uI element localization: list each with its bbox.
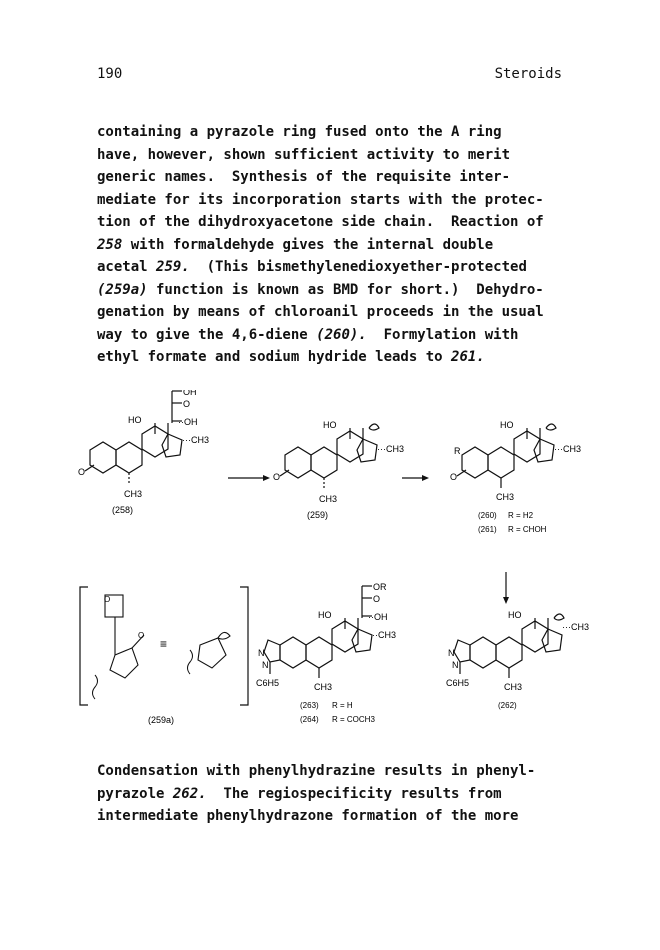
compound-caption: (259a) bbox=[148, 715, 175, 725]
group-label: ··CH3 bbox=[372, 630, 396, 640]
group-label: ··OH bbox=[178, 417, 198, 427]
steroid-skeleton bbox=[470, 618, 562, 668]
compound-262 bbox=[446, 610, 589, 710]
compound-ref: 258 bbox=[97, 236, 123, 253]
compound-caption: (259) bbox=[307, 510, 329, 520]
compound-caption: R = H2 bbox=[508, 511, 534, 520]
compound-caption: (264) bbox=[300, 715, 319, 724]
compound-ref: (259a) bbox=[97, 281, 148, 298]
compound-258 bbox=[78, 390, 209, 515]
text-fragment: ethyl formate and sodium hydride leads to bbox=[97, 349, 452, 365]
compound-caption: R = H bbox=[332, 701, 353, 710]
compound-ref: (260). bbox=[316, 326, 367, 343]
group-label: O bbox=[450, 472, 458, 482]
compound-ref: 259. bbox=[156, 259, 190, 275]
group-label: O bbox=[138, 631, 145, 640]
compound-263-264 bbox=[256, 582, 396, 724]
reaction-arrow bbox=[503, 572, 509, 604]
compound-caption: (262) bbox=[498, 701, 517, 710]
text-line bbox=[97, 346, 597, 369]
steroid-skeleton bbox=[285, 428, 377, 478]
page-number: 190 bbox=[97, 66, 123, 82]
text-line: have, however, shown sufficient activity to merit bbox=[97, 146, 511, 163]
group-label: C6H5 bbox=[446, 678, 470, 688]
text-line: Condensation with phenylhydrazine results in phenyl- bbox=[97, 763, 536, 779]
reaction-arrow bbox=[402, 475, 429, 481]
group-label: CH3 bbox=[496, 492, 515, 502]
compound-caption: (258) bbox=[112, 505, 134, 515]
compound-260-261 bbox=[450, 420, 581, 534]
compound-259a bbox=[80, 587, 248, 725]
text-fragment: pyrazole bbox=[97, 785, 173, 802]
group-label: C6H5 bbox=[256, 678, 280, 688]
steroid-skeleton bbox=[462, 428, 554, 478]
group-label: O bbox=[104, 595, 111, 604]
group-label: HO bbox=[508, 610, 522, 620]
group-label: OH bbox=[183, 390, 197, 397]
text-fragment: acetal bbox=[97, 259, 157, 275]
group-label: HO bbox=[500, 420, 514, 430]
reaction-arrow bbox=[228, 475, 270, 481]
group-label: HO bbox=[318, 610, 332, 620]
text-fragment: function is known as BMD for short.) Dehydro- bbox=[147, 281, 544, 298]
equivalence-sign: ≡ bbox=[160, 637, 168, 651]
compound-259 bbox=[273, 420, 404, 520]
group-label: ···CH3 bbox=[182, 435, 209, 445]
group-label: CH3 bbox=[124, 489, 143, 499]
body-paragraph-2 bbox=[97, 760, 597, 828]
text-fragment: The regiospecificity results from bbox=[206, 785, 502, 802]
text-line: intermediate phenylhydrazone formation of the more bbox=[97, 808, 519, 824]
compound-caption: (263) bbox=[300, 701, 319, 710]
text-line: tion of the dihydroxyacetone side chain. Reaction of bbox=[97, 214, 544, 230]
compound-ref: 261. bbox=[451, 349, 485, 365]
group-label: HO bbox=[323, 420, 337, 430]
group-label: CH3 bbox=[314, 682, 333, 692]
group-label: CH3 bbox=[504, 682, 523, 692]
group-label: OR bbox=[373, 582, 387, 592]
text-fragment: Formylation with bbox=[366, 326, 519, 343]
group-label: N bbox=[258, 648, 265, 658]
group-label: N bbox=[262, 660, 269, 670]
text-fragment: with formaldehyde gives the internal double bbox=[122, 236, 494, 253]
compound-caption: R = CHOH bbox=[508, 525, 547, 534]
group-label: ···CH3 bbox=[377, 444, 404, 454]
text-line bbox=[97, 279, 597, 302]
compound-caption: (260) bbox=[478, 511, 497, 520]
group-label: N bbox=[452, 660, 459, 670]
group-label: O bbox=[78, 467, 86, 477]
text-line bbox=[97, 256, 597, 279]
steroid-skeleton bbox=[280, 618, 372, 668]
running-head: Steroids bbox=[494, 66, 562, 82]
compound-caption: R = COCH3 bbox=[332, 715, 375, 724]
group-label: R bbox=[454, 446, 461, 456]
text-line: genation by means of chloroanil proceeds in the usual bbox=[97, 304, 544, 320]
compound-ref: 262. bbox=[172, 785, 207, 802]
group-label: O bbox=[373, 594, 381, 604]
group-label: ··OH bbox=[368, 612, 388, 622]
text-fragment: way to give the 4,6-diene bbox=[97, 326, 317, 343]
group-label: N bbox=[448, 648, 455, 658]
steroid-skeleton bbox=[90, 423, 182, 473]
group-label: HO bbox=[128, 415, 142, 425]
group-label: O bbox=[183, 399, 191, 409]
group-label: O bbox=[273, 472, 281, 482]
text-fragment: (This bismethylenedioxyether-protected bbox=[189, 259, 527, 275]
text-line: mediate for its incorporation starts with the protec- bbox=[97, 191, 544, 208]
compound-caption: (261) bbox=[478, 525, 497, 534]
text-line bbox=[97, 324, 597, 347]
text-line bbox=[97, 234, 597, 257]
group-label: CH3 bbox=[319, 494, 338, 504]
group-label: ···CH3 bbox=[554, 444, 581, 454]
text-line: containing a pyrazole ring fused onto the A ring bbox=[97, 124, 502, 140]
body-paragraph-1 bbox=[97, 121, 597, 369]
group-label: ···CH3 bbox=[562, 622, 589, 632]
text-line bbox=[97, 783, 597, 806]
reaction-scheme bbox=[70, 390, 610, 740]
text-line: generic names. Synthesis of the requisite inter- bbox=[97, 169, 511, 185]
